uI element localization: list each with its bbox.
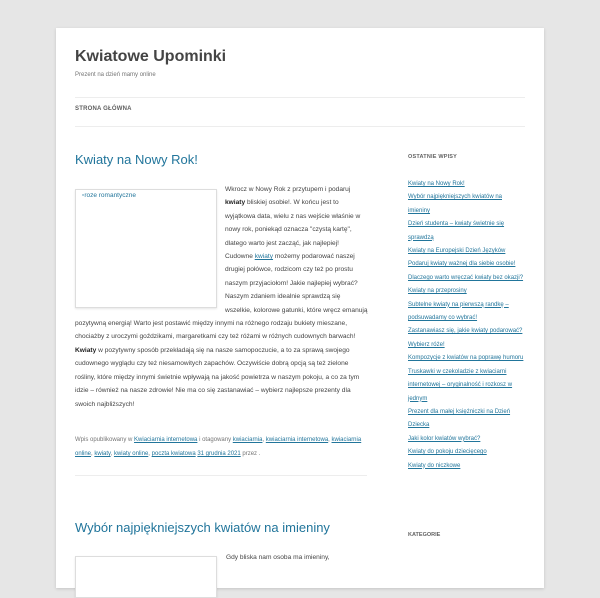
site-title[interactable]: Kwiatowe Upominki [75, 48, 227, 65]
recent-post-link[interactable]: Kwiaty na przeprosiny [408, 288, 467, 295]
post-text-bold: Kwiaty [75, 346, 97, 354]
nav-home-link[interactable]: STRONA GŁÓWNA [75, 106, 132, 112]
post-content [75, 183, 368, 411]
recent-post-link[interactable]: Truskawki w czekoladzie z kwiaciarni internetowej – oryginalność i rozkosz w jednym [408, 368, 513, 402]
tag-link[interactable]: poczta kwiatowa [151, 451, 196, 457]
recent-post-link[interactable]: Zastanawiasz się, jakie kwiaty podarować? [408, 328, 523, 335]
recent-post-link[interactable]: Dzień studenta – kwiaty świetnie się sprawdzą [408, 221, 505, 241]
broken-image-icon: ▫roze romantyczne [82, 192, 136, 199]
meta-text: Wpis opublikowany w [75, 437, 135, 443]
category-link[interactable]: Kwiaciarnia internetowa [134, 437, 198, 443]
post-text: Gdy bliska nam osoba ma imieniny, [226, 554, 330, 561]
post-text: bliskiej osobie!. W końcu jest to wyjątkowa data, wielu z nas wejście właśnie w nowy rok, poniekąd oznacza "czystą kartę", dlatego warto jest zacząć, jak najlepiej! Cudowne [225, 199, 361, 261]
recent-post-link[interactable]: Wybór najpiękniejszych kwiatów na imieniny [408, 194, 502, 214]
nav-divider-bottom [75, 126, 525, 127]
recent-post-link[interactable]: Kwiaty do niczkowe [408, 462, 461, 469]
post-title[interactable]: Wybór najpiękniejszych kwiatów na imieniny [75, 520, 330, 535]
post-text: Wkrocz w Nowy Rok z przytupem i podaruj [225, 186, 351, 193]
post-title[interactable]: Kwiaty na Nowy Rok! [75, 152, 198, 167]
recent-post-link[interactable]: Kompozycje z kwiatów na poprawę humoru [408, 355, 524, 362]
page-container [56, 28, 544, 588]
tag-link[interactable]: kwiaty [94, 451, 111, 457]
recent-post-link[interactable]: Jaki kolor kwiatów wybrać? [408, 435, 481, 442]
post-text: w pozytywny sposób przekładają się na nasze samopoczucie, a to za sprawą swojego cudownego wyglądu czy też niesamowitych zapachów. Oczywiście dobrą opcją są też zielone rośliny, które między innymi świetnie wpływają na jakość powietrza w naszym pokoju, a co za tym idzie – również na nasze zdrowie! Nie ma co się zastanawiać – wybierz najlepsze prezenty dla swoich najbliższych! [75, 346, 360, 408]
post-image[interactable] [75, 556, 217, 598]
post-text: możemy podarować naszej drugiej połówce, rodzicom czy też po prostu naszym przyjaciołom! Jakie najlepiej wybrać? Naszym zdaniem idealnie sprawdzą się wszelkie, kolorowe gatunki, które wręcz emanują pozytywną energią! Warto jest postawić między innymi na różnego rodzaju bukiety mieszane, chociażby z uroczymi goździkami, margaretkami czy też różami w różnych cudownych barwach! [75, 253, 368, 341]
post-meta: Wpis opublikowany w Kwiaciarnia internetowa i otagowany kwiaciarnia, kwiaciarnia internetowa, kwiaciarnia online, kwiaty, kwiaty online, poczta kwiatowa 31 grudnia 2021 przez . [75, 437, 362, 457]
tag-link[interactable]: kwiaciarnia [232, 437, 263, 443]
tag-link[interactable]: kwiaciarnia internetowa [265, 437, 329, 443]
tag-link[interactable]: kwiaciarnia online [75, 437, 362, 457]
recent-post-link[interactable]: Podaruj kwiaty ważnej dla siebie osobie! [408, 261, 516, 268]
post-text-bold: kwiaty [225, 199, 246, 207]
tag-link[interactable]: kwiaty online [113, 451, 149, 457]
sidebar [408, 152, 524, 473]
meta-text: przez . [240, 451, 261, 457]
recent-post-link[interactable]: Prezent dla małej księżniczki na Dzień Dziecka [408, 408, 511, 429]
recent-post-link[interactable]: Wybierz róże! [408, 341, 445, 348]
post-date-link[interactable]: 31 grudnia 2021 [197, 451, 241, 457]
site-description: Prezent na dzień mamy online [75, 72, 156, 78]
meta-text: i otagowany [197, 437, 233, 443]
recent-post-link[interactable]: Kwiaty na Europejski Dzień Języków [408, 248, 506, 255]
post-link-kwiaty[interactable]: kwiaty [254, 253, 274, 261]
recent-posts-title: OSTATNIE WPISY [408, 154, 458, 160]
recent-posts-list [408, 178, 524, 473]
nav-divider-top [75, 97, 525, 98]
recent-post-link[interactable]: Kwiaty do pokoju dziecięcego [408, 449, 487, 456]
categories-title: KATEGORIE [408, 532, 441, 538]
image-alt-text: roze romantyczne [84, 192, 136, 199]
recent-post-link[interactable]: Dlaczego warto wręczać kwiaty bez okazji? [408, 274, 524, 281]
post-divider [75, 475, 367, 476]
recent-post-link[interactable]: Kwiaty na Nowy Rok! [408, 181, 465, 187]
recent-post-link[interactable]: Subtelne kwiaty na pierwszą randkę – podsuwadamy co wybrać! [408, 301, 509, 322]
